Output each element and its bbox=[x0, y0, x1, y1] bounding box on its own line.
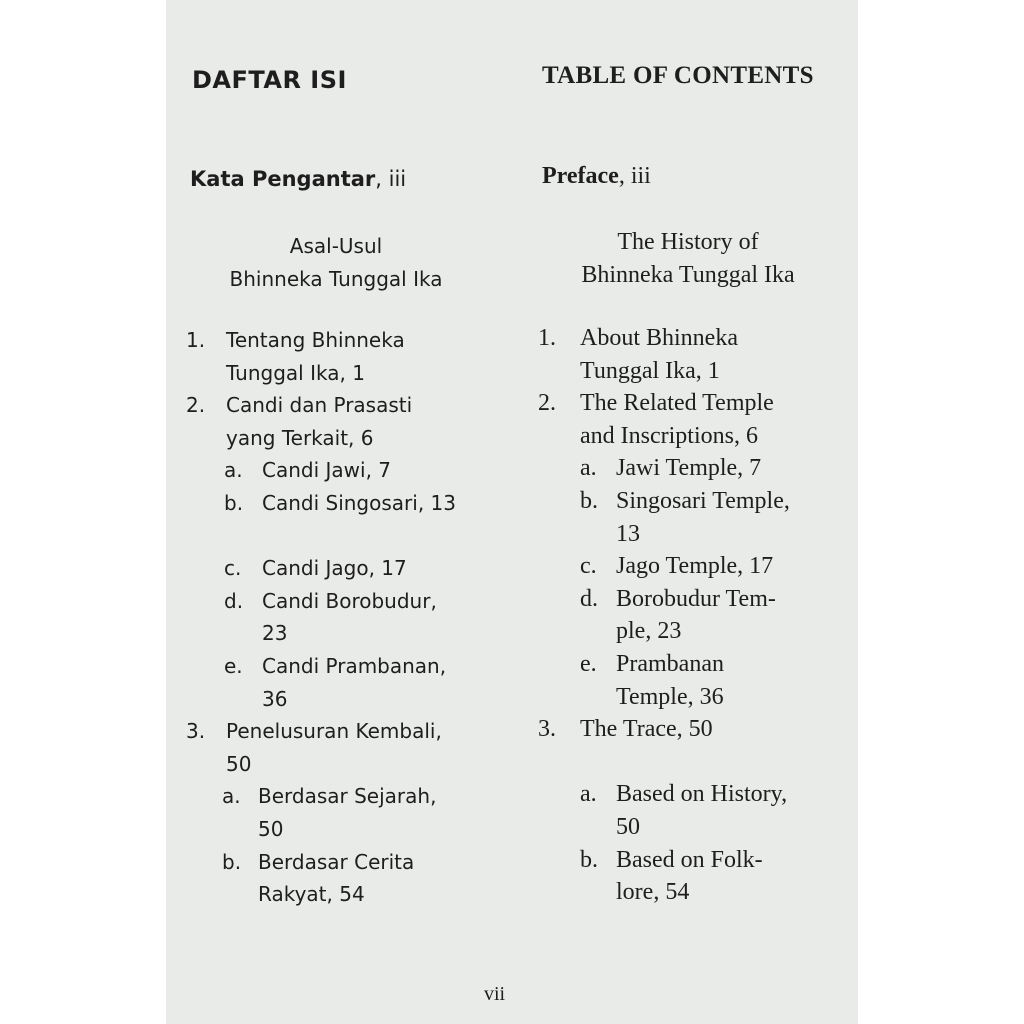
entry-letter: c. bbox=[224, 556, 242, 581]
entry-line: ple, 23 bbox=[616, 618, 682, 645]
toc-subentry bbox=[538, 583, 848, 648]
entry-line: Prambanan bbox=[616, 650, 724, 677]
entry-line: 50 bbox=[616, 813, 640, 840]
toc-entry bbox=[538, 713, 848, 778]
toc-entry bbox=[538, 322, 848, 387]
toc-list-english bbox=[538, 322, 848, 909]
preface-label: Preface bbox=[542, 163, 619, 189]
book-page bbox=[166, 0, 858, 1024]
entry-number: 3. bbox=[538, 716, 556, 743]
entry-line: Temple, 36 bbox=[616, 683, 724, 710]
entry-line: Borobudur Tem- bbox=[616, 585, 776, 612]
entry-line: Candi Jago, 17 bbox=[262, 556, 407, 581]
entry-letter: b. bbox=[222, 849, 242, 874]
entry-line: yang Terkait, 6 bbox=[226, 425, 374, 450]
toc-subentry bbox=[538, 778, 848, 843]
toc-subentry bbox=[538, 648, 848, 713]
toc-entry bbox=[186, 324, 486, 389]
entry-number: 1. bbox=[186, 328, 206, 352]
toc-entry bbox=[186, 715, 486, 780]
entry-line: lore, 54 bbox=[616, 879, 690, 906]
preface-page: , iii bbox=[618, 163, 651, 189]
entry-line: Rakyat, 54 bbox=[258, 882, 365, 907]
toc-entry bbox=[538, 387, 848, 452]
entry-letter: e. bbox=[224, 653, 243, 678]
entry-line: Candi Prambanan, bbox=[262, 653, 447, 678]
toc-entry bbox=[186, 389, 486, 454]
toc-subentry bbox=[186, 780, 486, 845]
entry-line: Tunggal Ika, 1 bbox=[580, 357, 720, 384]
entry-line: Berdasar Cerita bbox=[258, 849, 415, 874]
entry-line: Based on History, bbox=[616, 781, 788, 808]
section-title-line: Bhinneka Tunggal Ika bbox=[229, 267, 443, 291]
section-title-indonesian bbox=[206, 230, 466, 296]
preface-entry-english bbox=[542, 163, 651, 190]
entry-letter: c. bbox=[580, 553, 597, 580]
entry-line: About Bhinneka bbox=[580, 325, 738, 351]
preface-page: , iii bbox=[375, 167, 407, 191]
entry-line: 50 bbox=[226, 751, 252, 776]
entry-letter: b. bbox=[580, 487, 598, 514]
section-title-line: Asal-Usul bbox=[289, 234, 383, 258]
toc-subentry bbox=[186, 585, 486, 650]
entry-letter: e. bbox=[580, 650, 597, 677]
entry-line: The Trace, 50 bbox=[580, 716, 713, 743]
entry-line: Candi Jawi, 7 bbox=[262, 458, 392, 483]
entry-letter: a. bbox=[580, 455, 597, 482]
preface-entry-indonesian bbox=[190, 167, 406, 191]
entry-number: 2. bbox=[538, 390, 556, 417]
entry-line: Penelusuran Kembali, bbox=[226, 719, 442, 744]
toc-subentry bbox=[538, 844, 848, 909]
entry-letter: a. bbox=[222, 784, 241, 809]
entry-line: 23 bbox=[262, 621, 288, 646]
entry-line: Jawi Temple, 7 bbox=[616, 455, 762, 482]
entry-number: 3. bbox=[186, 719, 206, 744]
preface-label: Kata Pengantar bbox=[190, 167, 376, 191]
section-title-line: The History of bbox=[617, 229, 759, 255]
entry-letter: d. bbox=[224, 588, 244, 613]
entry-line: The Related Temple bbox=[580, 390, 774, 417]
entry-letter: b. bbox=[224, 490, 244, 515]
toc-subentry bbox=[538, 452, 848, 485]
entry-line: Candi dan Prasasti bbox=[226, 393, 413, 418]
section-title-english bbox=[538, 226, 838, 292]
entry-line: Candi Borobudur, bbox=[262, 588, 437, 613]
entry-letter: d. bbox=[580, 585, 598, 612]
toc-subentry bbox=[186, 650, 486, 715]
entry-number: 2. bbox=[186, 393, 206, 418]
entry-line: Singosari Temple, bbox=[616, 487, 790, 514]
entry-line: Based on Folk- bbox=[616, 846, 763, 873]
entry-line: Tentang Bhinneka bbox=[226, 328, 405, 352]
entry-number: 1. bbox=[538, 325, 556, 351]
entry-line: and Inscriptions, 6 bbox=[580, 422, 758, 449]
toc-list-indonesian bbox=[186, 324, 486, 911]
toc-subentry bbox=[186, 487, 486, 552]
entry-line: 13 bbox=[616, 520, 640, 547]
heading-english: TABLE OF CONTENTS bbox=[542, 62, 814, 89]
entry-line: Jago Temple, 17 bbox=[616, 553, 774, 580]
entry-line: Tunggal Ika, 1 bbox=[226, 360, 365, 385]
page-number: vii bbox=[484, 983, 506, 1005]
entry-line: 50 bbox=[258, 816, 284, 841]
entry-letter: b. bbox=[580, 846, 598, 873]
entry-line: 36 bbox=[262, 686, 288, 711]
entry-letter: a. bbox=[224, 458, 243, 483]
toc-subentry bbox=[186, 454, 486, 487]
toc-subentry bbox=[186, 552, 486, 585]
toc-subentry bbox=[538, 485, 848, 550]
section-title-line: Bhinneka Tunggal Ika bbox=[581, 262, 795, 288]
entry-line: Berdasar Sejarah, bbox=[258, 784, 437, 809]
toc-subentry bbox=[538, 550, 848, 583]
toc-subentry bbox=[186, 846, 486, 911]
heading-indonesian: DAFTAR ISI bbox=[192, 66, 347, 94]
entry-letter: a. bbox=[580, 781, 597, 808]
entry-line: Candi Singosari, 13 bbox=[262, 490, 456, 515]
